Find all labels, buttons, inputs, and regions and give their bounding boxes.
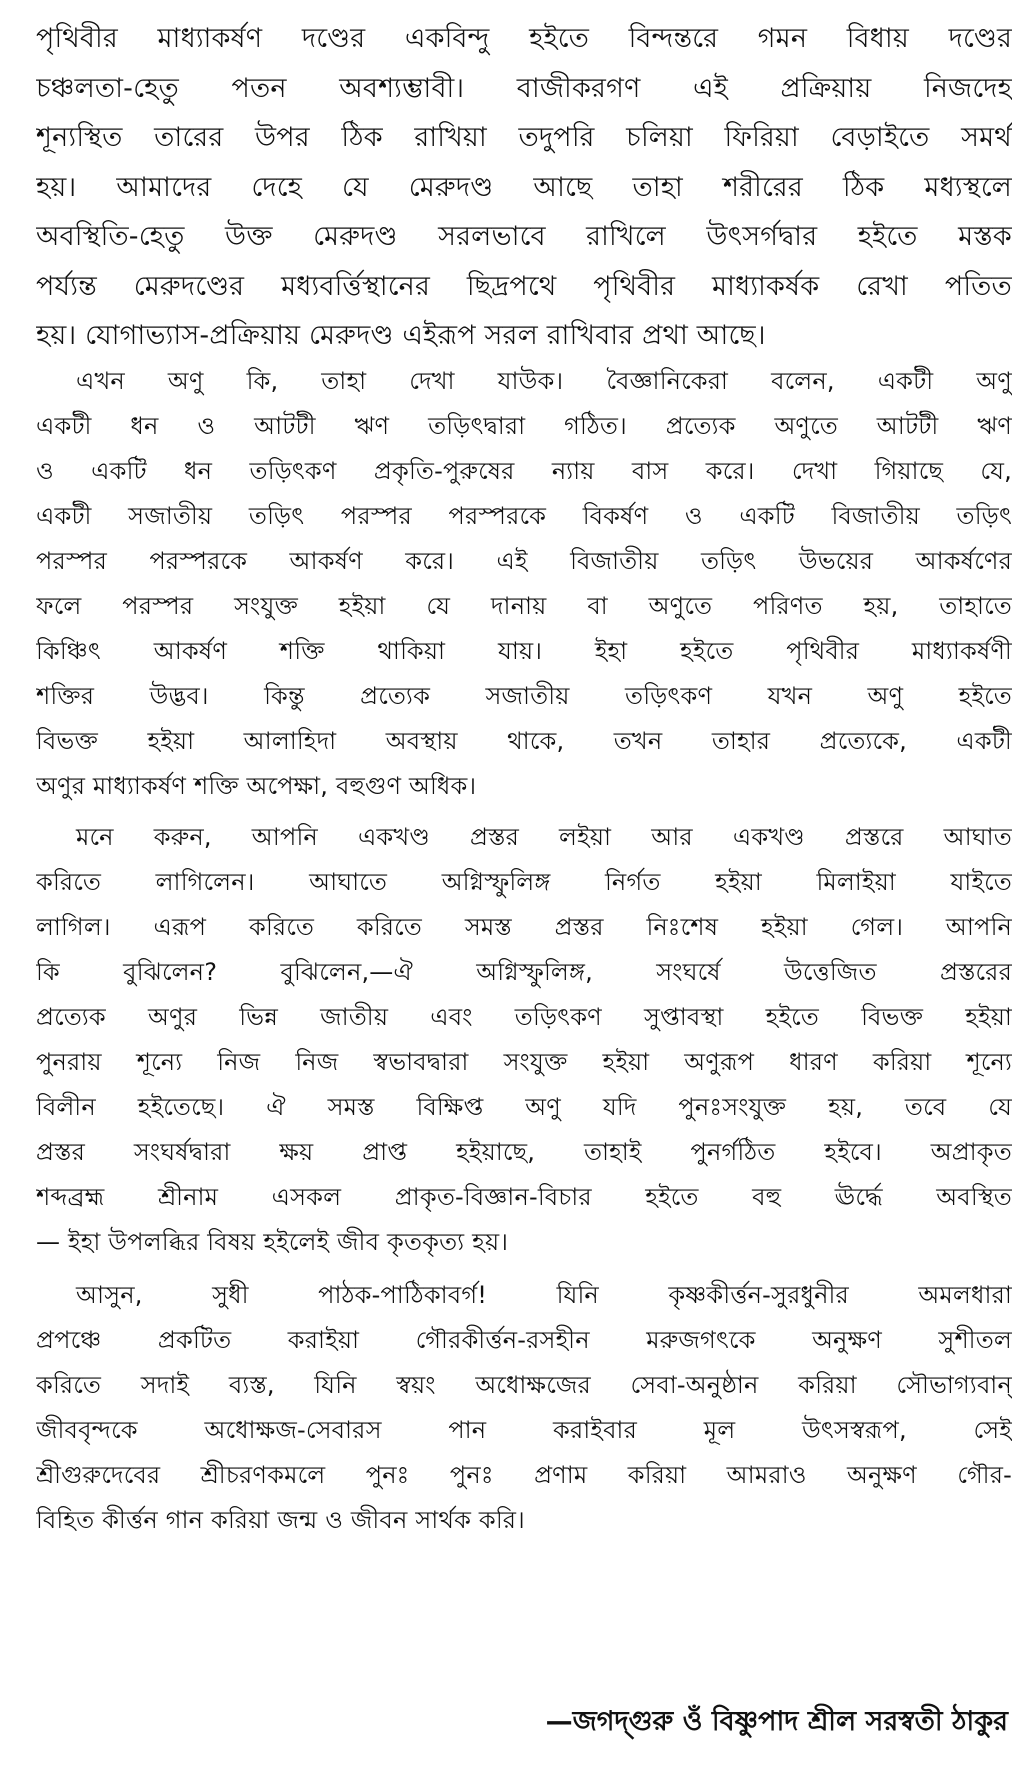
text-line: হয়। আমাদের দেহে যে মেরুদণ্ড আছে তাহা শরীরের ঠিক মধ্যস্থলে <box>36 171 1012 203</box>
text-line: এখন অণু কি, তাহা দেখা যাউক। বৈজ্ঞানিকেরা বলেন, একটী অণু <box>76 366 1012 395</box>
text-line: করিতে লাগিলেন। আঘাতে অগ্নিস্ফুলিঙ্গ নির্গত হইয়া মিলাইয়া যাইতে <box>36 867 1012 896</box>
text-line: শক্তির উদ্ভব। কিন্তু প্রত্যেক সজাতীয় তড়িৎকণ যখন অণু হইতে <box>36 681 1012 710</box>
text-line: বিভক্ত হইয়া আলাহিদা অবস্থায় থাকে, তখন তাহার প্রত্যেকে, একটী <box>36 726 1012 755</box>
text-line: পৃথিবীর মাধ্যাকর্ষণ দণ্ডের একবিন্দু হইতে বিন্দন্তরে গমন বিধায় দণ্ডের <box>36 23 1012 54</box>
text-line: কি বুঝিলেন? বুঝিলেন,—ঐ অগ্নিস্ফুলিঙ্গ, সংঘর্ষে উত্তেজিত প্রস্তরের <box>36 957 1012 986</box>
text-line: লাগিল। এরূপ করিতে করিতে সমস্ত প্রস্তর নিঃশেষ হইয়া গেল। আপনি <box>36 912 1012 941</box>
text-line: ফলে পরস্পর সংযুক্ত হইয়া যে দানায় বা অণুতে পরিণত হয়, তাহাতে <box>36 591 1012 620</box>
text-line: আসুন, সুধী পাঠক-পাঠিকাবর্গ! যিনি কৃষ্ণকীর্ত্তন-সুরধুনীর অমলধারা <box>76 1280 1012 1309</box>
text-line: কিঞ্চিৎ আকর্ষণ শক্তি থাকিয়া যায়। ইহা হইতে পৃথিবীর মাধ্যাকর্ষণী <box>36 636 1012 665</box>
text-line: ও একটি ধন তড়িৎকণ প্রকৃতি-পুরুষের ন্যায় বাস করে। দেখা গিয়াছে যে, <box>36 456 1012 485</box>
text-line: প্রস্তর সংঘর্ষদ্বারা ক্ষয় প্রাপ্ত হইয়াছে, তাহাই পুনর্গঠিত হইবে। অপ্রাকৃত <box>36 1137 1012 1166</box>
text-line: করিতে সদাই ব্যস্ত, যিনি স্বয়ং অধোক্ষজের সেবা-অনুষ্ঠান করিয়া সৌভাগ্যবান্ <box>36 1370 1012 1399</box>
text-line: অণুর মাধ্যাকর্ষণ শক্তি অপেক্ষা, বহুগুণ অধিক। <box>36 771 477 800</box>
text-line: বিলীন হইতেছে। ঐ সমস্ত বিক্ষিপ্ত অণু যদি পুনঃসংযুক্ত হয়, তবে যে <box>36 1092 1012 1121</box>
paragraph-gravity-spine <box>36 14 1012 361</box>
text-line: অবস্থিতি-হেতু উক্ত মেরুদণ্ড সরলভাবে রাখিলে উৎসর্গদ্বার হইতে মস্তক <box>36 221 1012 252</box>
text-line: — ইহা উপলব্ধির বিষয় হইলেই জীব কৃতকৃত্য হয়। <box>36 1227 509 1256</box>
text-line: চঞ্চলতা-হেতু পতন অবশ্যম্ভাবী। বাজীকরগণ এই প্রক্রিয়ায় নিজদেহ <box>36 72 1012 104</box>
paragraph-atom <box>36 359 1012 809</box>
author-signature: —জগদ্গুরু ওঁ বিষ্ণুপাদ শ্রীল সরস্বতী ঠাকুর <box>545 1706 1008 1737</box>
text-line: বিহিত কীর্ত্তন গান করিয়া জন্ম ও জীবন সার্থক করি। <box>36 1505 525 1534</box>
paragraph-stone <box>36 815 1012 1265</box>
paragraph-invocation <box>36 1273 1012 1543</box>
text-line: একটী ধন ও আটটী ঋণ তড়িৎদ্বারা গঠিত। প্রত্যেক অণুতে আটটী ঋণ <box>36 411 1012 440</box>
text-line: প্রত্যেক অণুর ভিন্ন জাতীয় এবং তড়িৎকণ সুপ্তাবস্থা হইতে বিভক্ত হইয়া <box>36 1002 1012 1031</box>
text-line: পরস্পর পরস্পরকে আকর্ষণ করে। এই বিজাতীয় তড়িৎ উভয়ের আকর্ষণের <box>36 546 1012 575</box>
text-line: শব্দব্রহ্ম শ্রীনাম এসকল প্রাকৃত-বিজ্ঞান-বিচার হইতে বহু ঊর্দ্ধে অবস্থিত <box>36 1182 1012 1211</box>
text-line: একটী সজাতীয় তড়িৎ পরস্পর পরস্পরকে বিকর্ষণ ও একটি বিজাতীয় তড়িৎ <box>36 501 1012 530</box>
text-line: শূন্যস্থিত তারের উপর ঠিক রাখিয়া তদুপরি চলিয়া ফিরিয়া বেড়াইতে সমর্থ <box>36 122 1012 153</box>
text-line: শ্রীগুরুদেবের শ্রীচরণকমলে পুনঃ পুনঃ প্রণাম করিয়া আমরাও অনুক্ষণ গৌর- <box>36 1460 1012 1489</box>
text-line: প্রপঞ্চে প্রকটিত করাইয়া গৌরকীর্ত্তন-রসহীন মরুজগৎকে অনুক্ষণ সুশীতল <box>36 1325 1012 1354</box>
text-line: পর্য্যন্ত মেরুদণ্ডের মধ্যবর্ত্তিস্থানের ছিদ্রপথে পৃথিবীর মাধ্যাকর্ষক রেখা পতিত <box>36 270 1012 302</box>
text-line: জীববৃন্দকে অধোক্ষজ-সেবারস পান করাইবার মূল উৎসস্বরূপ, সেই <box>36 1415 1012 1444</box>
text-line: পুনরায় শূন্যে নিজ নিজ স্বভাবদ্বারা সংযুক্ত হইয়া অণুরূপ ধারণ করিয়া শূন্যে <box>36 1047 1012 1076</box>
text-line: মনে করুন, আপনি একখণ্ড প্রস্তর লইয়া আর একখণ্ড প্রস্তরে আঘাত <box>76 822 1012 851</box>
text-line: হয়। যোগাভ্যাস-প্রক্রিয়ায় মেরুদণ্ড এইরূপ সরল রাখিবার প্রথা আছে। <box>36 320 766 351</box>
